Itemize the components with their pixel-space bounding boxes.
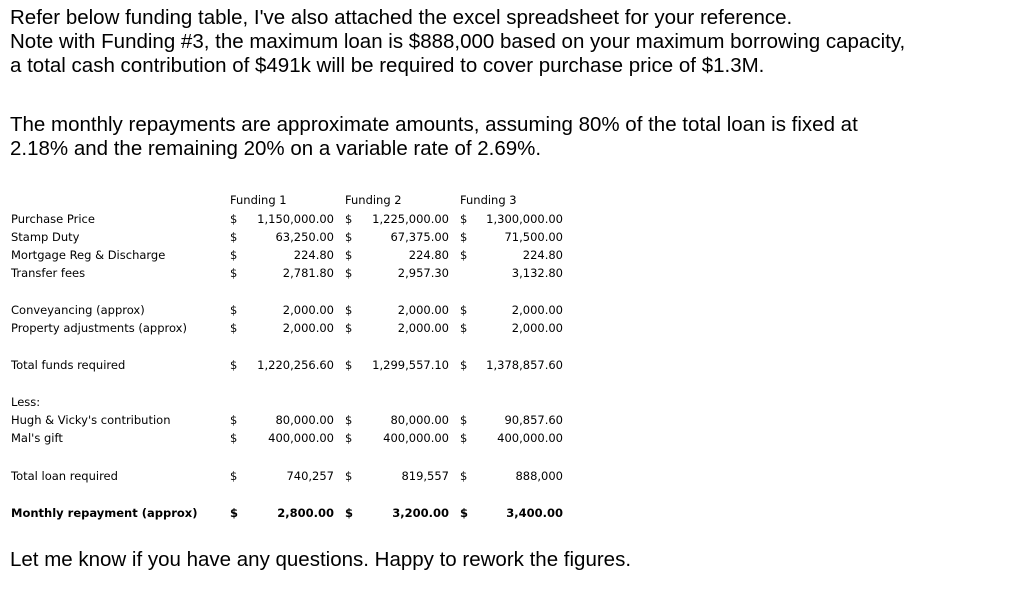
value-funding-3: 3,132.80 [511,266,563,280]
repayment-line: 2.18% and the remaining 20% on a variable rate of 2.69%. [10,137,542,160]
value-funding-1: 80,000.00 [275,413,334,427]
currency-symbol: $ [230,321,238,335]
value-funding-3: 400,000.00 [497,431,563,445]
row-label-property-adjustments: Property adjustments (approx) [11,321,187,335]
value-funding-1: 2,781.80 [282,266,334,280]
row-label-total-loan: Total loan required [11,469,118,483]
currency-symbol: $ [230,266,238,280]
currency-symbol: $ [230,431,238,445]
currency-symbol: $ [230,230,238,244]
currency-symbol: $ [345,506,354,520]
value-funding-2: 224.80 [408,248,449,262]
currency-symbol: $ [345,230,353,244]
closing-paragraph: Let me know if you have any questions. Happy to rework the figures. [10,548,632,571]
currency-symbol: $ [230,358,238,372]
currency-symbol: $ [230,506,239,520]
value-funding-3: 224.80 [522,248,563,262]
currency-symbol: $ [460,469,468,483]
currency-symbol: $ [460,358,468,372]
value-funding-3: 71,500.00 [504,230,563,244]
currency-symbol: $ [460,212,468,226]
column-header-funding-1: Funding 1 [230,193,287,207]
column-header-funding-2: Funding 2 [345,193,402,207]
value-funding-3: 1,300,000.00 [486,212,563,226]
value-funding-3: 888,000 [515,469,563,483]
value-funding-3: 3,400.00 [506,506,563,520]
currency-symbol: $ [460,303,468,317]
row-label-transfer-fees: Transfer fees [11,266,86,280]
currency-symbol: $ [345,358,353,372]
value-funding-2: 67,375.00 [390,230,449,244]
intro-line: a total cash contribution of $491k will be required to cover purchase price of $1.3M. [10,54,765,77]
row-label-stamp-duty: Stamp Duty [11,230,80,244]
value-funding-3: 90,857.60 [504,413,563,427]
row-label-monthly-repayment: Monthly repayment (approx) [11,506,198,520]
value-funding-1: 2,000.00 [282,303,334,317]
currency-symbol: $ [345,431,353,445]
repayment-line: The monthly repayments are approximate amounts, assuming 80% of the total loan is fixed at [10,113,858,136]
value-funding-2: 1,225,000.00 [372,212,449,226]
currency-symbol: $ [345,469,353,483]
value-funding-1: 740,257 [286,469,334,483]
currency-symbol: $ [230,248,238,262]
currency-symbol: $ [230,413,238,427]
value-funding-1: 2,000.00 [282,321,334,335]
column-header-funding-3: Funding 3 [460,193,517,207]
row-label-purchase-price: Purchase Price [11,212,95,226]
value-funding-1: 1,150,000.00 [257,212,334,226]
value-funding-2: 2,000.00 [397,303,449,317]
value-funding-2: 2,957.30 [397,266,449,280]
value-funding-2: 2,000.00 [397,321,449,335]
value-funding-3: 1,378,857.60 [486,358,563,372]
row-label-conveyancing: Conveyancing (approx) [11,303,145,317]
value-funding-1: 400,000.00 [268,431,334,445]
currency-symbol: $ [345,266,353,280]
value-funding-2: 80,000.00 [390,413,449,427]
row-label-total-funds: Total funds required [11,358,126,372]
currency-symbol: $ [460,248,468,262]
currency-symbol: $ [460,506,469,520]
currency-symbol: $ [460,431,468,445]
currency-symbol: $ [460,321,468,335]
row-label-mortgage-reg: Mortgage Reg & Discharge [11,248,166,262]
value-funding-1: 1,220,256.60 [257,358,334,372]
value-funding-2: 400,000.00 [383,431,449,445]
value-funding-3: 2,000.00 [511,303,563,317]
value-funding-2: 819,557 [401,469,449,483]
currency-symbol: $ [460,230,468,244]
currency-symbol: $ [460,413,468,427]
row-label-contribution: Hugh & Vicky's contribution [11,413,171,427]
value-funding-3: 2,000.00 [511,321,563,335]
value-funding-1: 2,800.00 [277,506,334,520]
intro-line: Note with Funding #3, the maximum loan is $888,000 based on your maximum borrowing capacity, [10,30,906,53]
row-label-gift: Mal's gift [11,431,63,445]
currency-symbol: $ [345,248,353,262]
currency-symbol: $ [230,212,238,226]
currency-symbol: $ [230,469,238,483]
value-funding-2: 3,200.00 [392,506,449,520]
currency-symbol: $ [345,212,353,226]
less-label: Less: [11,395,41,409]
intro-line: Refer below funding table, I've also attached the excel spreadsheet for your reference. [10,6,793,29]
value-funding-1: 224.80 [293,248,334,262]
currency-symbol: $ [230,303,238,317]
value-funding-1: 63,250.00 [275,230,334,244]
currency-symbol: $ [345,303,353,317]
value-funding-2: 1,299,557.10 [372,358,449,372]
currency-symbol: $ [345,413,353,427]
currency-symbol: $ [345,321,353,335]
